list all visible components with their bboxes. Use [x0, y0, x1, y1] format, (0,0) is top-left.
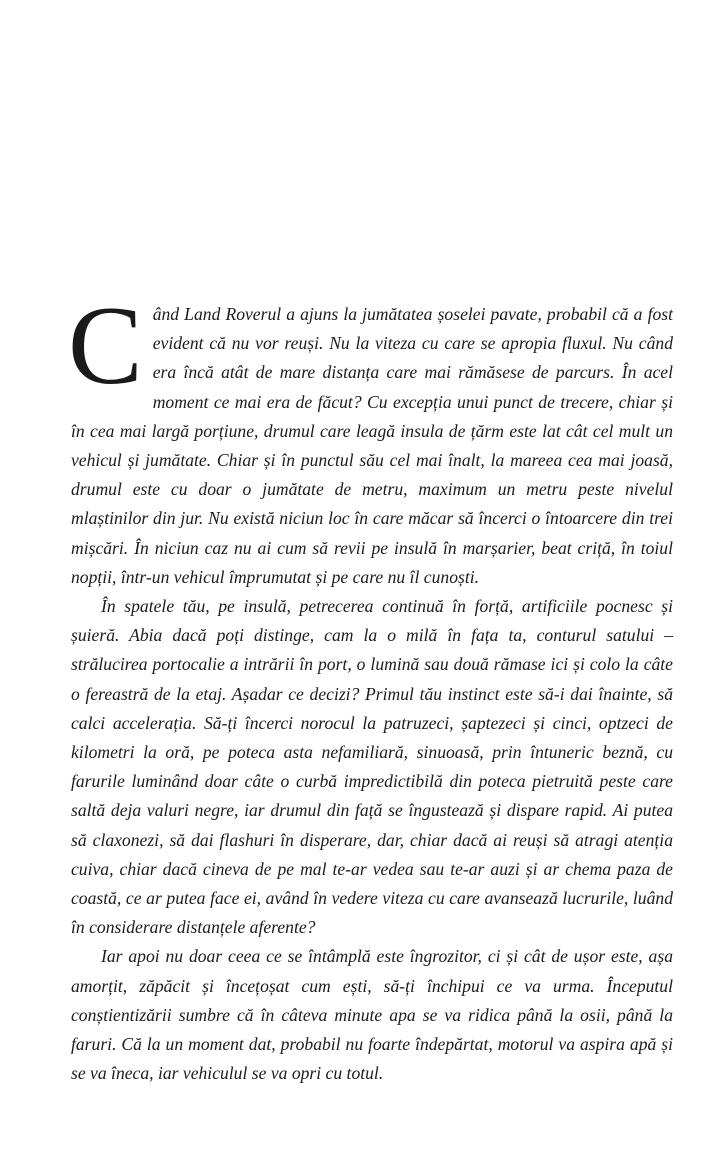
- paragraph-1-text: ând Land Roverul a ajuns la jumătatea șoselei pavate, probabil că a fost evident că nu vor reuși. Nu la viteza cu care se apropia fluxul. Nu când era încă atât de mare distanța care mai rămăsese de parcurs. În acel moment ce mai era de făcut? Cu excepția unui punct de trecere, chiar și în cea mai largă porțiune, drumul care leagă insula de țărm este lat cât cel mult un vehicul și jumătate. Chiar și în punctul său cel mai înalt, la mareea cea mai joasă, drumul este cu doar o jumătate de metru, maximum un metru peste nivelul mlaștinilor din jur. Nu există niciun loc în care măcar să încerci o întoarcere din trei mișcări. În niciun caz nu ai cum să revii pe insulă în marșarier, beat criță, în toiul nopții, într-un vehicul împrumutat și pe care nu îl cunoști.: [71, 304, 673, 587]
- drop-cap: C: [68, 284, 143, 408]
- paragraph-2: În spatele tău, pe insulă, petrecerea continuă în forță, artificiile pocnesc și șuieră. Abia dacă poți distinge, cam la o milă în fața ta, conturul satului – strălucirea portocalie a intrării în port, o lumină sau două rămase ici și colo la câte o fereastră de la etaj. Așadar ce decizi? Primul tău instinct este să-i dai înainte, să calci accelerația. Să-ți încerci norocul la patruzeci, șaptezeci și cinci, optzeci de kilometri la oră, pe poteca asta nefamiliară, sinuoasă, prin întuneric beznă, cu farurile luminând doar câte o curbă impredictibilă din poteca pietruită peste care saltă deja valuri negre, iar drumul din față se îngustează și dispare rapid. Ai putea să claxonezi, să dai flashuri în disperare, dar, chiar dacă ai reuși să atragi atenția cuiva, chiar dacă cineva de pe mal te-ar vedea sau te-ar auzi și ar chema paza de coastă, ce ar putea face ei, având în vedere viteza cu care avansează lucrurile, luând în considerare distanțele aferente?: [71, 596, 673, 938]
- chapter-text: [68, 284, 673, 1088]
- paragraph-1: [68, 284, 673, 592]
- paragraph-3: Iar apoi nu doar ceea ce se întâmplă este îngrozitor, ci și cât de ușor este, așa amorțit, zăpăcit și încețoșat cum ești, să-ți închipui ce va urma. Începutul conștientizării sumbre că în câteva minute apa se va ridica până la osii, până la faruri. Că la un moment dat, probabil nu foarte îndepărtat, motorul va aspira apă și se va îneca, iar vehiculul se va opri cu totul.: [71, 946, 673, 1084]
